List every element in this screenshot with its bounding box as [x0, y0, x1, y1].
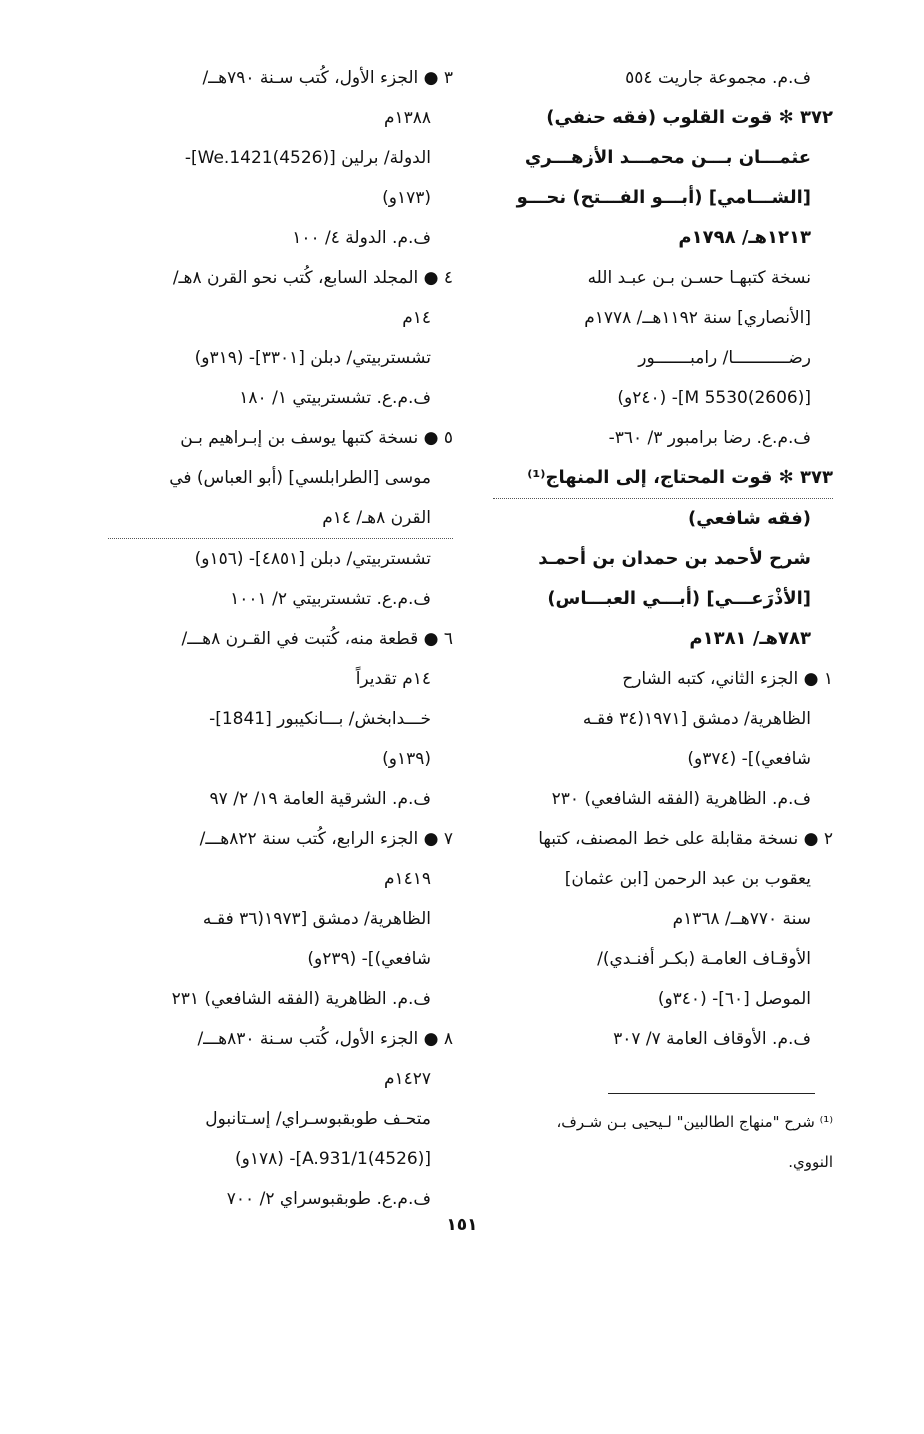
- right-column-line: ١ ● الجزء الثاني، كتبه الشارح: [622, 669, 833, 689]
- left-column-line: متحـف طوبقبوسـراي/ إسـتانبول: [205, 1109, 431, 1129]
- left-column-line: القرن ٨هـ/ ١٤م: [108, 498, 453, 539]
- left-column: [108, 58, 453, 1219]
- footnote-rule: [608, 1093, 815, 1094]
- left-column-line: ٦ ● قطعة منه، كُتبت في القـرن ٨هـــ/: [181, 629, 453, 649]
- right-column-line: نسخة كتبهـا حسـن بـن عبـد الله: [587, 268, 811, 288]
- right-column: [493, 58, 833, 1059]
- left-column-line: ١٣٨٨م: [383, 108, 431, 128]
- page-number: ١٥١: [446, 1215, 478, 1235]
- left-column-line: ١٤م: [402, 308, 431, 328]
- right-column-line: عثمـــان بـــن محمـــد الأزهـــري: [524, 147, 811, 168]
- footnote-line-1: ⁽¹⁾ شرح "منهاج الطالبين" لـيحيى بـن شـرف،: [556, 1113, 833, 1131]
- left-column-line: ٧ ● الجزء الرابع، كُتب سنة ٨٢٢هـــ/: [199, 829, 453, 849]
- left-column-line: ف.م. الدولة ٤/ ١٠٠: [292, 228, 431, 248]
- left-column-line: الدولة/ برلين [(4526)We.1421]-: [184, 148, 431, 168]
- right-column-line: ف.م. الأوقاف العامة ٧/ ٣٠٧: [613, 1029, 811, 1049]
- right-column-line: ٢ ● نسخة مقابلة على خط المصنف، كتبها: [538, 829, 833, 849]
- right-column-line: (فقه شافعي): [688, 508, 811, 529]
- footnote-line-2: النووي.: [788, 1153, 833, 1171]
- right-column-line: الموصل [٦٠]- (٣٤٠و): [657, 989, 811, 1009]
- right-column-line: [الشـــامي] (أبـــو الفـــتح) نحـــو: [516, 187, 811, 208]
- footnote: [493, 1102, 833, 1182]
- left-column-line: ف.م.ع. تشستربيتي ٢/ ١٠٠١: [230, 589, 431, 609]
- left-column-line: موسى [الطرابلسي] (أبو العباس) في: [169, 468, 431, 488]
- left-column-line: ١٤٢٧م: [383, 1069, 431, 1089]
- right-column-line: الأوقـاف العامـة (بكـر أفنـدي)/: [597, 949, 811, 969]
- left-column-line: شافعي)]- (٢٣٩و): [307, 949, 431, 969]
- right-column-line: [الأنصاري] سنة ١١٩٢هــ/ ١٧٧٨م: [584, 308, 811, 328]
- right-column-line: يعقوب بن عبد الرحمن [ابن عثمان]: [564, 869, 811, 889]
- left-column-line: (١٣٩و): [382, 749, 431, 769]
- right-column-line: شافعي)]- (٣٧٤و): [687, 749, 811, 769]
- left-column-line: ف.م.ع. تشستربيتي ١/ ١٨٠: [239, 388, 431, 408]
- left-column-line: ٣ ● الجزء الأول، كُتب سـنة ٧٩٠هــ/: [202, 68, 453, 88]
- left-column-line: خـــدابخش/ بـــانكيبور [1841]-: [209, 709, 431, 729]
- left-column-line: ف.م. الظاهرية (الفقه الشافعي) ٢٣١: [171, 989, 431, 1009]
- right-column-line: ٣٧٢ ✻ قوت القلوب (فقه حنفي): [546, 107, 833, 128]
- right-column-line: [الأذْرَعـــي] (أبـــي العبـــاس): [547, 588, 811, 609]
- right-column-line: شرح لأحمد بن حمدان بن أحمـد: [538, 548, 811, 569]
- right-column-line: ف.م. مجموعة جاريت ٥٥٤: [625, 68, 811, 88]
- left-column-line: ٨ ● الجزء الأول، كُتب سـنة ٨٣٠هـــ/: [197, 1029, 453, 1049]
- right-column-line: ٧٨٣هـ/ ١٣٨١م: [689, 628, 811, 649]
- left-column-line: ٤ ● المجلد السابع، كُتب نحو القرن ٨هـ/: [172, 268, 453, 288]
- left-column-line: تشستربيتي/ دبلن [٣٣٠١]- (٣١٩و): [194, 348, 431, 368]
- left-column-line: ١٤١٩م: [383, 869, 431, 889]
- left-column-line: تشستربيتي/ دبلن [٤٨٥١]- (١٥٦و): [194, 549, 431, 569]
- right-column-line: ف.م.ع. رضا برامبور ٣/ ٣٦٠-: [608, 428, 811, 448]
- right-column-line: سنة ٧٧٠هــ/ ١٣٦٨م: [672, 909, 811, 929]
- left-column-line: (١٧٣و): [382, 188, 431, 208]
- left-column-line: ف.م.ع. طوبقبوسراي ٢/ ٧٠٠: [226, 1189, 431, 1209]
- left-column-line: ١٤م تقديراً: [355, 669, 431, 689]
- right-column-line: رضـــــــــــا/ رامبـــــــور: [638, 348, 811, 368]
- right-column-line: ١٢١٣هـ/ ١٧٩٨م: [678, 227, 811, 248]
- right-column-line: ف.م. الظاهرية (الفقه الشافعي) ٢٣٠: [551, 789, 811, 809]
- left-column-line: ف.م. الشرقية العامة ١٩/ ٢/ ٩٧: [209, 789, 431, 809]
- left-column-line: الظاهرية/ دمشق [١٩٧٣(٣٦ فقـه: [202, 909, 431, 929]
- right-column-line: [(2606)5530 M]- (٢٤٠و): [617, 388, 811, 408]
- left-column-line: [(4526)A.931/1]- (١٧٨و): [235, 1149, 431, 1169]
- right-column-line: ٣٧٣ ✻ قوت المحتاج، إلى المنهاج⁽¹⁾: [493, 458, 833, 499]
- right-column-line: الظاهرية/ دمشق [١٩٧١(٣٤ فقـه: [582, 709, 811, 729]
- left-column-line: ٥ ● نسخة كتبها يوسف بن إبـراهيم بـن: [180, 428, 453, 448]
